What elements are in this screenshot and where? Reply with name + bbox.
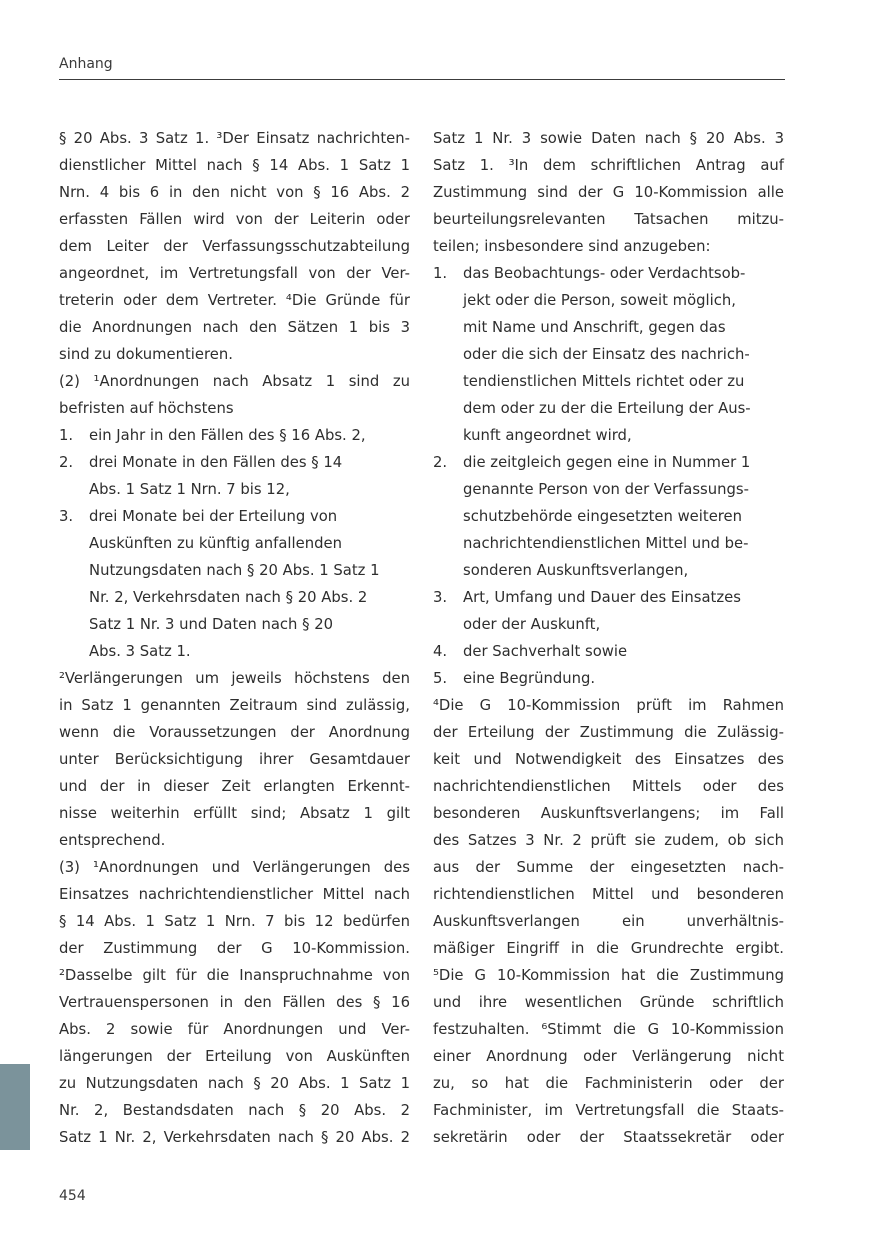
line-text: Abs. 3 Satz 1.	[89, 643, 191, 660]
line-text: treterin oder dem Vertreter. ⁴Die Gründe für	[59, 292, 410, 309]
line-text: Abs. 2 sowie für Anordnungen und Ver-	[59, 1021, 410, 1038]
line-text: kunft angeordnet wird,	[463, 427, 632, 444]
line-text: und ihre wesentlichen Gründe schriftlich	[433, 994, 784, 1011]
line-text: der Zustimmung der G 10-Kommission.	[59, 940, 410, 957]
line-text: (3) ¹Anordnungen und Verlängerungen des	[59, 859, 410, 876]
line-text: nachrichtendienstlichen Mittels oder des	[433, 778, 784, 795]
text-line	[433, 260, 784, 287]
line-text: Satz 1. ³In dem schriftlichen Antrag auf	[433, 157, 784, 174]
text-line	[59, 341, 410, 368]
text-line	[433, 962, 784, 989]
line-text: Fachminister, im Vertretungsfall die Staats-	[433, 1102, 784, 1119]
line-text: ²Dasselbe gilt für die Inanspruchnahme von	[59, 967, 410, 984]
line-text: des Satzes 3 Nr. 2 prüft sie zudem, ob sich	[433, 832, 784, 849]
line-text: mäßiger Eingriff in die Grundrechte ergibt.	[433, 940, 784, 957]
line-text: sind zu dokumentieren.	[59, 346, 233, 363]
text-line	[59, 449, 410, 476]
text-line	[433, 692, 784, 719]
text-line	[59, 395, 410, 422]
text-line	[59, 476, 410, 503]
line-text: ⁵Die G 10-Kommission hat die Zustimmung	[433, 967, 784, 984]
text-line	[433, 584, 784, 611]
line-text: richtendienstlichen Mittel und besonderen	[433, 886, 784, 903]
text-line	[433, 1070, 784, 1097]
line-text: oder die sich der Einsatz des nachrich-	[463, 346, 750, 363]
text-line	[59, 1043, 410, 1070]
text-line	[59, 665, 410, 692]
text-line	[59, 935, 410, 962]
header-rule	[59, 79, 785, 80]
text-line	[59, 827, 410, 854]
text-line	[59, 989, 410, 1016]
text-line	[59, 1016, 410, 1043]
text-line	[433, 881, 784, 908]
text-line	[433, 287, 784, 314]
text-line	[59, 233, 410, 260]
text-line	[433, 827, 784, 854]
line-text: und der in dieser Zeit erlangten Erkennt-	[59, 778, 410, 795]
right-column	[433, 125, 784, 1151]
line-text: beurteilungsrelevanten Tatsachen mitzu-	[433, 211, 784, 228]
line-text: nisse weiterhin erfüllt sind; Absatz 1 gilt	[59, 805, 410, 822]
line-text: Art, Umfang und Dauer des Einsatzes	[463, 589, 741, 606]
text-line	[433, 341, 784, 368]
line-text: angeordnet, im Vertretungsfall von der Ver-	[59, 265, 410, 282]
line-text: Satz 1 Nr. 3 und Daten nach § 20	[89, 616, 334, 633]
line-text: dem Leiter der Verfassungsschutzabteilung	[59, 238, 410, 255]
text-line	[59, 557, 410, 584]
text-line	[59, 719, 410, 746]
line-text: Auskünften zu künftig anfallenden	[89, 535, 342, 552]
text-line	[433, 1043, 784, 1070]
text-line	[59, 287, 410, 314]
line-text: unter Berücksichtigung ihrer Gesamtdauer	[59, 751, 410, 768]
line-text: erfassten Fällen wird von der Leiterin oder	[59, 211, 410, 228]
text-line	[59, 584, 410, 611]
line-text: ⁴Die G 10-Kommission prüft im Rahmen	[433, 697, 784, 714]
text-line	[59, 314, 410, 341]
text-line	[433, 773, 784, 800]
line-text: Nrn. 4 bis 6 in den nicht von § 16 Abs. 2	[59, 184, 410, 201]
line-text: oder der Auskunft,	[463, 616, 601, 633]
line-text: die Anordnungen nach den Sätzen 1 bis 3	[59, 319, 410, 336]
line-text: Nutzungsdaten nach § 20 Abs. 1 Satz 1	[89, 562, 380, 579]
text-line	[433, 746, 784, 773]
text-line	[433, 125, 784, 152]
text-line	[59, 1097, 410, 1124]
text-line	[433, 1016, 784, 1043]
line-text: nachrichtendienstlichen Mittel und be-	[463, 535, 749, 552]
line-text: eine Begründung.	[463, 670, 596, 687]
line-text: sonderen Auskunftsverlangen,	[463, 562, 689, 579]
line-text: entsprechend.	[59, 832, 166, 849]
text-line	[433, 152, 784, 179]
line-text: Einsatzes nachrichtendienstlicher Mittel nach	[59, 886, 410, 903]
line-text: die zeitgleich gegen eine in Nummer 1	[463, 454, 751, 471]
text-line	[433, 233, 784, 260]
text-line	[59, 746, 410, 773]
text-line	[59, 422, 410, 449]
text-line	[433, 908, 784, 935]
line-text: wenn die Voraussetzungen der Anordnung	[59, 724, 410, 741]
list-number: 1.	[59, 427, 74, 444]
text-line	[59, 125, 410, 152]
line-text: aus der Summe der eingesetzten nach-	[433, 859, 784, 876]
text-line	[59, 638, 410, 665]
text-line	[59, 152, 410, 179]
text-line	[433, 314, 784, 341]
line-text: drei Monate in den Fällen des § 14	[89, 454, 343, 471]
text-line	[59, 179, 410, 206]
list-number: 1.	[433, 265, 448, 282]
list-number: 5.	[433, 670, 448, 687]
text-line	[433, 395, 784, 422]
text-line	[59, 530, 410, 557]
list-number: 3.	[59, 508, 74, 525]
text-line	[433, 530, 784, 557]
text-line	[433, 476, 784, 503]
line-text: längerungen der Erteilung von Auskünften	[59, 1048, 410, 1065]
text-line	[433, 719, 784, 746]
line-text: teilen; insbesondere sind anzugeben:	[433, 238, 711, 255]
text-line	[59, 503, 410, 530]
line-text: befristen auf höchstens	[59, 400, 234, 417]
text-line	[433, 1097, 784, 1124]
line-text: Zustimmung sind der G 10-Kommission alle	[433, 184, 784, 201]
text-line	[59, 1124, 410, 1151]
line-text: § 14 Abs. 1 Satz 1 Nrn. 7 bis 12 bedürfen	[59, 913, 410, 930]
text-line	[433, 1124, 784, 1151]
line-text: mit Name und Anschrift, gegen das	[463, 319, 726, 336]
text-line	[433, 665, 784, 692]
line-text: der Erteilung der Zustimmung die Zulässig-	[433, 724, 784, 741]
text-line	[59, 881, 410, 908]
line-text: dem oder zu der die Erteilung der Aus-	[463, 400, 751, 417]
line-text: Auskunftsverlangen ein unverhältnis-	[433, 913, 784, 930]
line-text: Satz 1 Nr. 3 sowie Daten nach § 20 Abs. 3	[433, 130, 784, 147]
line-text: zu, so hat die Fachministerin oder der	[433, 1075, 784, 1092]
line-text: Vertrauenspersonen in den Fällen des § 16	[59, 994, 410, 1011]
line-text: dienstlicher Mittel nach § 14 Abs. 1 Satz 1	[59, 157, 410, 174]
list-number: 2.	[59, 454, 74, 471]
line-text: § 20 Abs. 3 Satz 1. ³Der Einsatz nachrichten-	[59, 130, 410, 147]
text-line	[433, 935, 784, 962]
text-line	[433, 800, 784, 827]
text-line	[433, 557, 784, 584]
text-line	[433, 503, 784, 530]
line-text: zu Nutzungsdaten nach § 20 Abs. 1 Satz 1	[59, 1075, 410, 1092]
line-text: keit und Notwendigkeit des Einsatzes des	[433, 751, 784, 768]
text-line	[59, 800, 410, 827]
text-line	[59, 962, 410, 989]
text-line	[59, 611, 410, 638]
running-header: Anhang	[59, 56, 113, 72]
text-line	[433, 449, 784, 476]
list-number: 3.	[433, 589, 448, 606]
line-text: Abs. 1 Satz 1 Nrn. 7 bis 12,	[89, 481, 290, 498]
line-text: schutzbehörde eingesetzten weiteren	[463, 508, 743, 525]
text-line	[59, 692, 410, 719]
chapter-side-tab	[0, 1064, 30, 1150]
line-text: besonderen Auskunftsverlangens; im Fall	[433, 805, 784, 822]
text-line	[433, 422, 784, 449]
line-text: sekretärin oder der Staatssekretär oder	[433, 1129, 784, 1146]
text-line	[433, 206, 784, 233]
line-text: drei Monate bei der Erteilung von	[89, 508, 338, 525]
text-line	[433, 179, 784, 206]
line-text: (2) ¹Anordnungen nach Absatz 1 sind zu	[59, 373, 410, 390]
text-line	[433, 368, 784, 395]
text-line	[59, 260, 410, 287]
left-column	[59, 125, 410, 1151]
line-text: ²Verlängerungen um jeweils höchstens den	[59, 670, 410, 687]
text-line	[59, 854, 410, 881]
text-line	[59, 908, 410, 935]
text-line	[59, 773, 410, 800]
text-line	[433, 611, 784, 638]
list-number: 4.	[433, 643, 448, 660]
line-text: ein Jahr in den Fällen des § 16 Abs. 2,	[89, 427, 366, 444]
line-text: Satz 1 Nr. 2, Verkehrsdaten nach § 20 Abs. 2	[59, 1129, 410, 1146]
line-text: der Sachverhalt sowie	[463, 643, 628, 660]
text-line	[59, 206, 410, 233]
list-number: 2.	[433, 454, 448, 471]
line-text: Nr. 2, Bestandsdaten nach § 20 Abs. 2	[59, 1102, 410, 1119]
line-text: jekt oder die Person, soweit möglich,	[463, 292, 736, 309]
text-line	[59, 1070, 410, 1097]
text-line	[433, 854, 784, 881]
line-text: festzuhalten. ⁶Stimmt die G 10-Kommission	[433, 1021, 784, 1038]
line-text: Nr. 2, Verkehrsdaten nach § 20 Abs. 2	[89, 589, 368, 606]
text-line	[59, 368, 410, 395]
line-text: genannte Person von der Verfassungs-	[463, 481, 749, 498]
line-text: tendienstlichen Mittels richtet oder zu	[463, 373, 745, 390]
line-text: in Satz 1 genannten Zeitraum sind zulässig,	[59, 697, 410, 714]
text-line	[433, 638, 784, 665]
line-text: einer Anordnung oder Verlängerung nicht	[433, 1048, 784, 1065]
page-number: 454	[59, 1188, 86, 1204]
text-line	[433, 989, 784, 1016]
line-text: das Beobachtungs- oder Verdachtsob-	[463, 265, 746, 282]
